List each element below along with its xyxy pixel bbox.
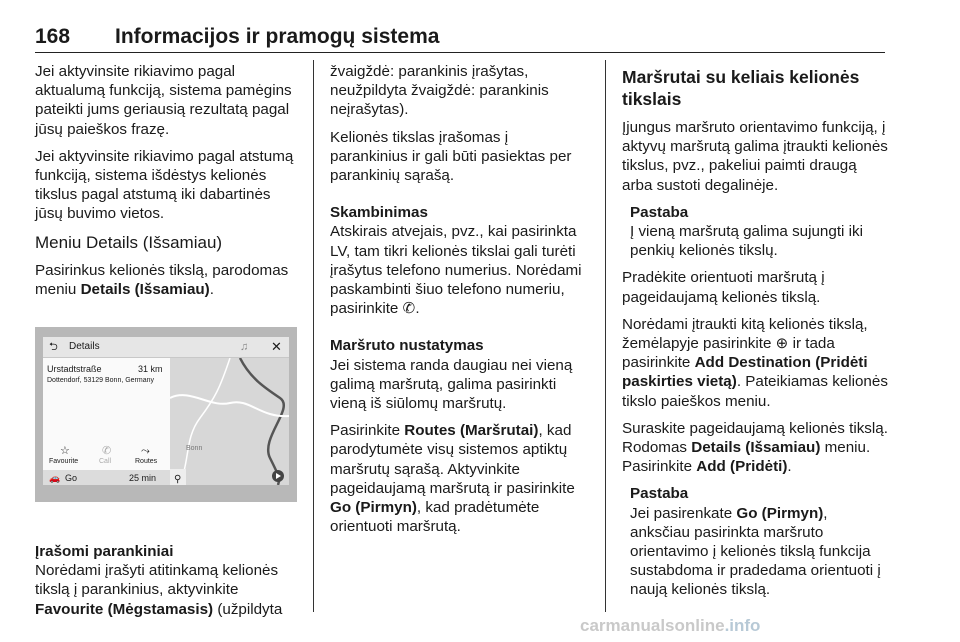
details-screen	[43, 337, 289, 485]
go-bar	[43, 470, 170, 485]
paragraph: Kelionės tikslas įrašomas į parankinius ir gali būti pasiektas per parankinių sąrašą.	[330, 128, 572, 185]
paragraph: Pradėkite orientuoti maršrutą į pageidaujamą kelionės tikslą.	[622, 269, 825, 306]
route-map	[170, 358, 289, 485]
distance: 31 km	[138, 364, 163, 375]
note-title: Pastaba	[630, 203, 689, 221]
screen-top-bar	[43, 337, 289, 358]
phone-icon: ✆	[402, 300, 416, 318]
note	[622, 203, 888, 261]
page-number: 168	[35, 25, 71, 48]
call-button: Call	[99, 458, 112, 466]
section-heading-call: Skambinimas	[330, 204, 428, 222]
section-heading-details: Meniu Details (Išsamiau)	[35, 232, 223, 252]
watermark: carmanualsonline.info	[580, 616, 761, 635]
go-label: Go	[65, 473, 78, 484]
paragraph: Jei sistema randa daugiau nei vieną galimą maršrutą, galima pasirinkti vieną iš siūlomų maršrutų.	[330, 356, 573, 413]
section-heading-multi-destination: Maršrutai su keliais kelionės tikslais	[622, 67, 860, 109]
paragraph: Pasirinkite Routes (Maršrutai), kad parodytumėte visų sistemos aptiktų maršrutų sąrašą. Aktyvinkite pageidaujamą maršrutą ir pasirinkite Go (Pirmyn), kad pradėtumėte orientuoti maršrutą.	[330, 422, 575, 536]
paragraph: Norėdami įrašyti atitinkamą kelionės tikslą į parankinius, aktyvinkite Favourite (Mėgstamasis) (užpildyta	[35, 562, 283, 618]
favourite-button: Favourite	[49, 458, 79, 466]
screen-title: Details	[69, 341, 100, 353]
column-3	[622, 62, 888, 608]
star-icon: ☆	[60, 445, 70, 458]
map-city-label: Bonn	[186, 445, 203, 453]
go-time: 25 min	[129, 473, 157, 484]
paragraph: Įjungus maršruto orientavimo funkciją, į aktyvų maršrutą galima įtraukti kelionės tikslus, pvz., pakeliui paimti draugą arba sustoti degalinėje.	[622, 119, 888, 194]
back-arrow-icon: ⮌	[49, 341, 58, 354]
add-destination-icon: ⊕	[775, 335, 789, 353]
section-heading-favourites: Įrašomi parankiniai	[35, 543, 174, 561]
note-text: Į vieną maršrutą galima sujungti iki penkių kelionės tikslų.	[630, 223, 863, 260]
note-title: Pastaba	[630, 485, 689, 503]
paragraph: Suraskite pageidaujamą kelionės tikslą. Rodomas Details (Išsamiau) meniu. Pasirinkite Add (Pridėti).	[622, 419, 888, 476]
column-divider	[313, 60, 314, 612]
section-heading-route: Maršruto nustatymas	[330, 337, 484, 355]
phone-icon: ✆	[102, 445, 112, 458]
details-panel	[43, 358, 170, 485]
routes-icon: ⤳	[141, 445, 150, 458]
paragraph: Atskirais atvejais, pvz., kai pasirinkta LV, tam tikri kelionės tikslai gali turėti įrašytus telefono numerius. Norėdami paskambinti šiuo telefono numeriu, pasirinkite ✆.	[330, 223, 582, 318]
column-divider	[605, 60, 606, 612]
location-pin-icon: ⚲	[174, 474, 182, 486]
street-name: Urstadtstraße	[47, 364, 102, 375]
car-icon: 🚗	[49, 473, 61, 484]
note-text: Jei pasirenkate Go (Pirmyn), anksčiau pasirinkta maršruto orientavimo į kelionės tikslą funkcija sustabdoma ir pradedama orientuoti į naują kelionės tikslą.	[630, 504, 881, 599]
map-view	[170, 358, 289, 485]
paragraph: žvaigždė: parankinis įrašytas, neužpildyta žvaigždė: parankinis neįrašytas).	[330, 63, 549, 119]
close-icon: ✕	[271, 339, 282, 355]
details-screen-image	[35, 327, 297, 502]
note	[622, 484, 888, 599]
page-title: Informacijos ir pramogų sistema	[115, 25, 440, 48]
paragraph: Norėdami įtraukti kitą kelionės tikslą, žemėlapyje pasirinkite ⊕ ir tada pasirinkite Add Destination (Pridėti paskirties vietą). Pateikiamas kelionės tikslo paieškos meniu.	[622, 315, 888, 410]
paragraph: Pasirinkus kelionės tikslą, parodomas meniu Details (Išsamiau).	[35, 261, 289, 298]
address: Dottendorf, 53129 Bonn, Germany	[47, 377, 155, 385]
column-2	[330, 62, 585, 544]
column-1	[35, 62, 295, 627]
music-icon: ♫	[240, 341, 249, 354]
page-header	[35, 22, 885, 53]
paragraph: Jei aktyvinsite rikiavimo pagal aktualumą funkciją, sistema pamėgins pateikti jums geriausią rezultatą pagal jūsų paieškos frazę.	[35, 63, 292, 138]
paragraph: Jei aktyvinsite rikiavimo pagal atstumą funkciją, sistema išdėstys kelionės tikslus pagal atstumą iki dabartinės jūsų buvimo vietos.	[35, 147, 294, 223]
routes-button: Routes	[135, 458, 158, 466]
